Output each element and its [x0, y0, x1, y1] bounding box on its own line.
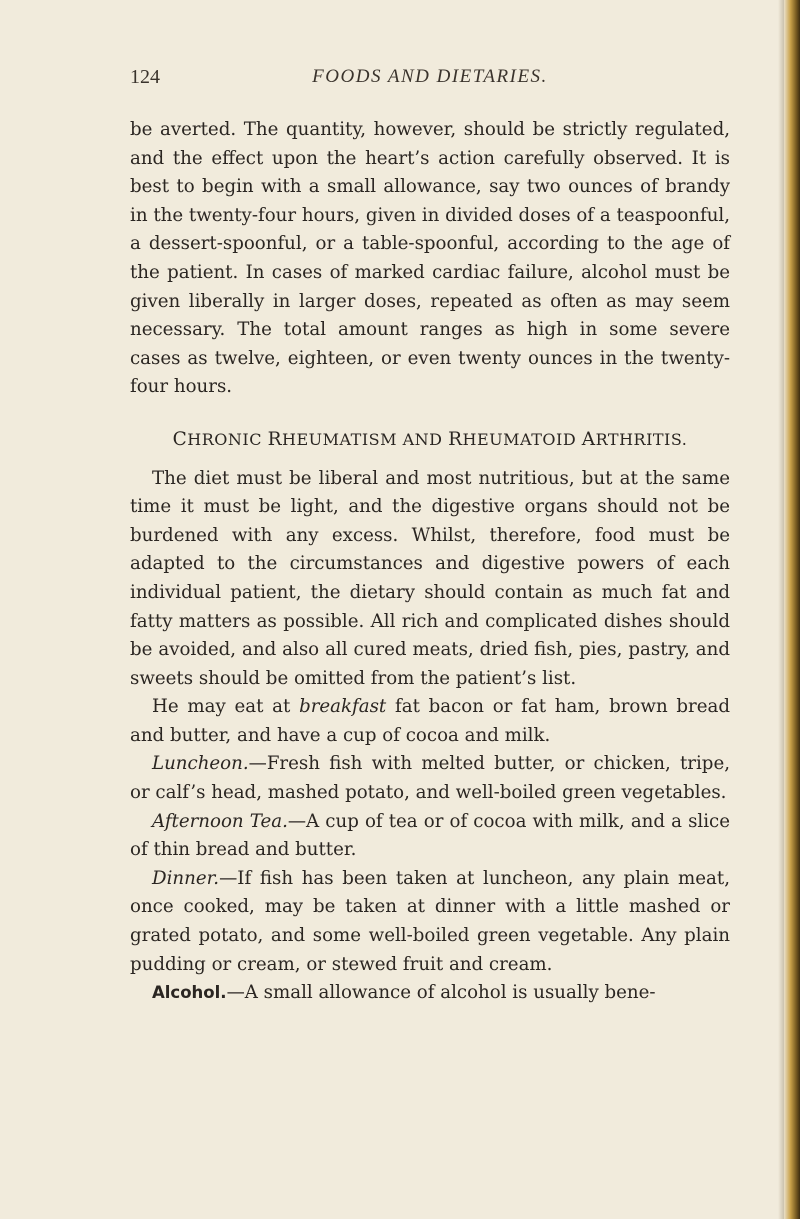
meal-label-luncheon: Luncheon. [152, 753, 249, 775]
page-header [130, 66, 730, 96]
meal-label-dinner: Dinner. [152, 867, 220, 889]
page-number: 124 [130, 66, 160, 88]
meal-label-afternoon-tea: Afternoon Tea. [152, 810, 288, 832]
paragraph-diet: The diet must be liberal and most nutritious, but at the same time it must be light, and the digestive organs should not be burdened with any excess. Whilst, therefore, food must be adapted to the circumstances and digestive powers of each individual patient, the dietary should contain as much fat and fatty matters as possible. All rich and complicated dishes should be avoided, and also all cured meats, dried fish, pies, pastry, and sweets should be omitted from the patient’s list. [130, 467, 730, 689]
paragraph-alcohol: Alcohol.—A small allowance of alcohol is usually bene- [152, 982, 656, 1004]
paragraph-breakfast: He may eat at breakfast fat bacon or fat ham, brown bread and butter, and have a cup of cocoa and milk. [130, 696, 730, 746]
section-heading: CHRONIC RHEUMATISM AND RHEUMATOID ARTHRITIS. [172, 428, 688, 450]
paragraph-afternoon-tea: Afternoon Tea.—A cup of tea or of cocoa with milk, and a slice of thin bread and butter. [130, 810, 730, 861]
paragraph-continued: be averted. The quantity, however, should be strictly regulated, and the effect upon the heart’s action carefully observed. It is best to begin with a small allowance, say two ounces of brandy in the twenty-four hours, given in divided doses of a teaspoonful, a dessert-spoonful, or a table-spoonful, according to the age of the patient. In cases of marked cardiac failure, alcohol must be given liberally in larger doses, repeated as often as may seem necessary. The total amount ranges as high in some severe cases as twelve, eighteen, or even twenty ounces in the twenty-four hours. [130, 119, 730, 398]
paragraph-dinner: Dinner.—If fish has been taken at luncheon, any plain meat, once cooked, may be taken at dinner with a little mashed or grated potato, and some well-boiled green vegetable. Any plain pudding or cream, or stewed fruit and cream. [130, 867, 730, 975]
label-alcohol: Alcohol. [152, 983, 227, 1003]
page-edge-binding [784, 0, 800, 1219]
page-edge-shadow [778, 0, 784, 1219]
paragraph-luncheon: Luncheon.—Fresh fish with melted butter, or chicken, tripe, or calf’s head, mashed potato, and well-boiled green vegetables. [130, 753, 730, 804]
body-text [130, 116, 730, 1008]
running-head: FOODS AND DIETARIES. [312, 66, 548, 87]
meal-label-breakfast: breakfast [299, 696, 387, 718]
